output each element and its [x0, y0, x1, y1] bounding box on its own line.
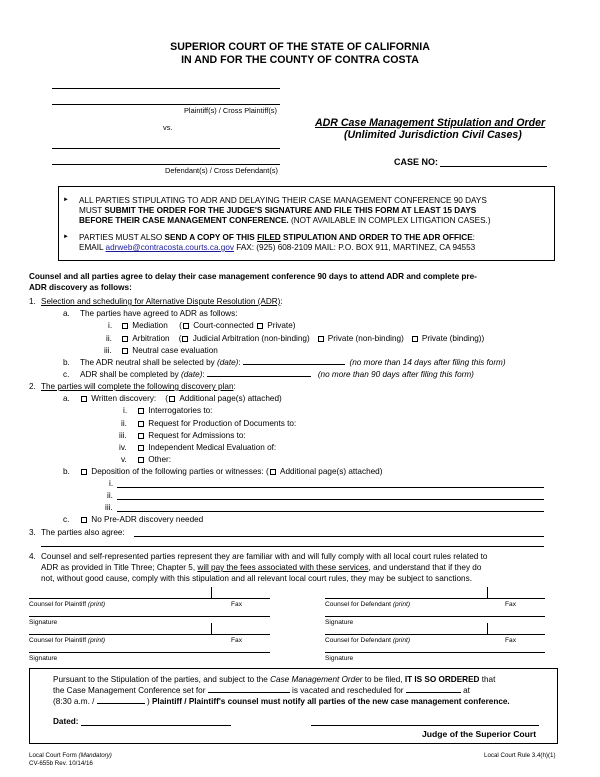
- interrogatories-checkbox[interactable]: [138, 408, 144, 414]
- depo-line-2[interactable]: [117, 499, 544, 500]
- signature-label-left-1: Signature: [29, 619, 58, 626]
- mediation-row: Mediation ( Court-connected Private): [121, 321, 296, 330]
- sig-right-line-2[interactable]: [325, 616, 545, 617]
- defendant-label: Defendant(s) / Cross Defendant(s): [165, 166, 278, 175]
- ime-row: Independent Medical Evaluation of:: [137, 443, 276, 452]
- notice-b1-bold2: BEFORE THEIR CASE MANAGEMENT CONFERENCE.: [79, 216, 289, 225]
- s4-num: 4.: [29, 552, 36, 561]
- deposition-row: Deposition of the following parties or witnesses: ( Additional page(s) attached): [80, 467, 382, 476]
- form-title: ADR Case Management Stipulation and Order: [315, 117, 546, 129]
- s1-iii-num: iii.: [104, 346, 112, 355]
- notice-b1-line1: ALL PARTIES STIPULATING TO ADR AND DELAYING THEIR CASE MANAGEMENT CONFERENCE 90 DAYS: [79, 196, 487, 205]
- s1-b-letter: b.: [63, 358, 70, 367]
- mediation-private-checkbox[interactable]: [257, 323, 263, 329]
- s1-c-letter: c.: [63, 370, 70, 379]
- notice-b2-colon: :: [472, 233, 475, 242]
- arbitration-row: Arbitration ( Judicial Arbitration (non-binding) Private (non-binding) Private (binding)): [121, 334, 484, 343]
- signature-label-right-2: Signature: [325, 655, 354, 662]
- notice-b1-post: (NOT AVAILABLE IN COMPLEX LITIGATION CASES.): [288, 216, 491, 225]
- footer-rule: Local Court Rule 3.4(h)(1): [484, 752, 556, 759]
- written-discovery-row: Written discovery: ( Additional page(s) attached): [80, 394, 282, 403]
- counsel-defendant-label-2: Counsel for Defendant (print): [325, 637, 411, 644]
- adr-complete-date-field[interactable]: [207, 370, 311, 377]
- sig-divider: [487, 623, 488, 634]
- sig-left-line-2[interactable]: [29, 616, 270, 617]
- dated-field[interactable]: [81, 725, 231, 726]
- neutral-selection-row: The ADR neutral shall be selected by (date): (no more than 14 days after filing this form): [80, 358, 506, 367]
- defendant-line-1[interactable]: [52, 148, 280, 149]
- court-name-line1: SUPERIOR COURT OF THE STATE OF CALIFORNIA: [170, 41, 430, 53]
- case-no-label: CASE NO:: [394, 157, 439, 167]
- court-name-line2: IN AND FOR THE COUNTY OF CONTRA COSTA: [181, 54, 419, 66]
- sig-left-line-4[interactable]: [29, 652, 270, 653]
- also-agree-line-1[interactable]: [134, 536, 544, 537]
- s2-iv-num: iv.: [119, 443, 127, 452]
- production-row: Request for Production of Documents to:: [137, 419, 296, 428]
- judge-label: Judge of the Superior Court: [422, 729, 537, 739]
- s2-v-num: v.: [121, 455, 127, 464]
- s1-ii-num: ii.: [106, 334, 112, 343]
- sig-right-line-3[interactable]: [325, 634, 545, 635]
- arbitration-checkbox[interactable]: [122, 336, 128, 342]
- defendant-line-2[interactable]: [52, 164, 280, 165]
- depo-i-num: i.: [109, 479, 114, 488]
- footer-form-number: CV-655b Rev. 10/14/16: [29, 760, 93, 767]
- sig-divider: [487, 587, 488, 598]
- case-no-field[interactable]: [440, 166, 547, 167]
- admissions-row: Request for Admissions to:: [137, 431, 246, 440]
- cmc-time-field[interactable]: [97, 697, 145, 704]
- s2-num: 2.: [29, 382, 36, 391]
- production-checkbox[interactable]: [138, 421, 144, 427]
- s2-iii-num: iii.: [119, 431, 127, 440]
- depo-iii-num: iii.: [105, 503, 113, 512]
- other-checkbox[interactable]: [138, 457, 144, 463]
- s4-line2: ADR as provided in Title Three; Chapter 5, will pay the fees associated with these services, and understand that if they do: [41, 563, 482, 572]
- judicial-arbitration-checkbox[interactable]: [182, 336, 188, 342]
- plaintiff-label: Plaintiff(s) / Cross Plaintiff(s): [184, 106, 277, 115]
- s3-text: The parties also agree:: [41, 528, 125, 537]
- ime-checkbox[interactable]: [138, 445, 144, 451]
- signature-label-left-2: Signature: [29, 655, 58, 662]
- form-subtitle: (Unlimited Jurisdiction Civil Cases): [344, 129, 522, 141]
- fax-label-right-1: Fax: [505, 601, 516, 608]
- admissions-checkbox[interactable]: [138, 433, 144, 439]
- vs-label: vs.: [163, 123, 173, 132]
- order-line3: (8:30 a.m. / ) Plaintiff / Plaintiff's counsel must notify all parties of the new case management conference.: [53, 697, 510, 706]
- also-agree-line-2[interactable]: [41, 546, 544, 547]
- fax-label-left-2: Fax: [231, 637, 242, 644]
- no-discovery-row: No Pre-ADR discovery needed: [80, 515, 203, 524]
- s2-b-letter: b.: [63, 467, 70, 476]
- dated-label: Dated:: [53, 717, 79, 726]
- notice-contact: FAX: (925) 608-2109 MAIL: P.O. BOX 911, MARTINEZ, CA 94553: [234, 243, 476, 252]
- fax-label-right-2: Fax: [505, 637, 516, 644]
- written-discovery-checkbox[interactable]: [81, 396, 87, 402]
- s2-a-letter: a.: [63, 394, 70, 403]
- notice-bullet-1: [79, 196, 491, 225]
- s3-num: 3.: [29, 528, 36, 537]
- notice-b2-filed: FILED: [257, 233, 281, 242]
- notice-bullet-2: [79, 233, 475, 252]
- notice-b1-bold: SUBMIT THE ORDER FOR THE JUDGE'S SIGNATURE AND FILE THIS FORM AT LEAST 15 DAYS: [104, 206, 477, 215]
- deposition-checkbox[interactable]: [81, 469, 87, 475]
- depo-ii-num: ii.: [107, 491, 113, 500]
- other-row: Other:: [137, 455, 171, 464]
- order-line1: Pursuant to the Stipulation of the parties, and subject to the Case Management Order to be filed, IT IS SO ORDERED that: [53, 675, 496, 684]
- signature-label-right-1: Signature: [325, 619, 354, 626]
- notice-b2-bold2: STIPULATION AND ORDER TO THE ADR OFFICE: [280, 233, 473, 242]
- judge-signature-line[interactable]: [311, 725, 539, 726]
- fax-label-left-1: Fax: [231, 601, 242, 608]
- sig-left-line-1[interactable]: [29, 598, 270, 599]
- sig-right-line-4[interactable]: [325, 652, 545, 653]
- notice-email-label: EMAIL: [79, 243, 106, 252]
- plaintiff-line-2[interactable]: [52, 104, 280, 105]
- notice-b2-bold1: SEND A COPY OF THIS: [164, 233, 258, 242]
- no-discovery-checkbox[interactable]: [81, 517, 87, 523]
- s2-ii-num: ii.: [121, 419, 127, 428]
- sig-right-line-1[interactable]: [325, 598, 545, 599]
- notice-b2-pre: PARTIES MUST ALSO: [79, 233, 165, 242]
- intro-line1: Counsel and all parties agree to delay their case management conference 90 days to attend ADR and complete pre-: [29, 272, 477, 281]
- notice-b1-pre: MUST: [79, 206, 105, 215]
- s4-line3: not, without good cause, comply with this stipulation and all relevant local court rules, they may be subject to sanctions.: [41, 574, 472, 583]
- s1-a-letter: a.: [63, 309, 70, 318]
- s4-line1: Counsel and self-represented parties represent they are familiar with and will fully comply with all local court rules related to: [41, 552, 488, 561]
- bullet-icon: ►: [63, 234, 69, 240]
- sig-divider: [211, 587, 212, 598]
- written-addl-pages-checkbox[interactable]: [169, 396, 175, 402]
- s2-title: The parties will complete the following discovery plan:: [41, 382, 236, 391]
- private-binding-checkbox[interactable]: [412, 336, 418, 342]
- cmc-new-date-field[interactable]: [406, 686, 461, 693]
- plaintiff-line-1[interactable]: [52, 88, 280, 89]
- court-connected-checkbox[interactable]: [183, 323, 189, 329]
- bullet-icon: ►: [63, 197, 69, 203]
- adr-email-link[interactable]: adrweb@contracosta.courts.ca.gov: [105, 243, 235, 252]
- sig-left-line-3[interactable]: [29, 634, 270, 635]
- sig-divider: [211, 623, 212, 634]
- private-nonbinding-checkbox[interactable]: [318, 336, 324, 342]
- counsel-defendant-label-1: Counsel for Defendant (print): [325, 601, 411, 608]
- order-line2: the Case Management Conference set for is vacated and rescheduled for at: [53, 686, 470, 695]
- s2-i-num: i.: [123, 406, 128, 415]
- s1-a-text: The parties have agreed to ADR as follows:: [80, 309, 238, 318]
- depo-line-3[interactable]: [117, 511, 544, 512]
- depo-addl-pages-checkbox[interactable]: [270, 469, 276, 475]
- cmc-original-date-field[interactable]: [208, 686, 290, 693]
- footer-form-type: Local Court Form (Mandatory): [29, 752, 112, 759]
- s1-i-num: i.: [108, 321, 113, 330]
- s1-num: 1.: [29, 297, 36, 306]
- neutral-eval-row: Neutral case evaluation: [121, 346, 218, 355]
- counsel-plaintiff-label-1: Counsel for Plaintiff (print): [29, 601, 106, 608]
- s1-title: Selection and scheduling for Alternative Dispute Resolution (ADR):: [41, 297, 283, 306]
- interrogatories-row: Interrogatories to:: [137, 406, 212, 415]
- intro-line2: ADR discovery as follows:: [29, 283, 132, 292]
- neutral-select-date-field[interactable]: [243, 358, 345, 365]
- s2-c-letter: c.: [63, 515, 70, 524]
- adr-complete-row: ADR shall be completed by (date): (no more than 90 days after filing this form): [80, 370, 474, 379]
- depo-line-1[interactable]: [117, 487, 544, 488]
- counsel-plaintiff-label-2: Counsel for Plaintiff (print): [29, 637, 106, 644]
- neutral-eval-checkbox[interactable]: [122, 348, 128, 354]
- mediation-checkbox[interactable]: [122, 323, 128, 329]
